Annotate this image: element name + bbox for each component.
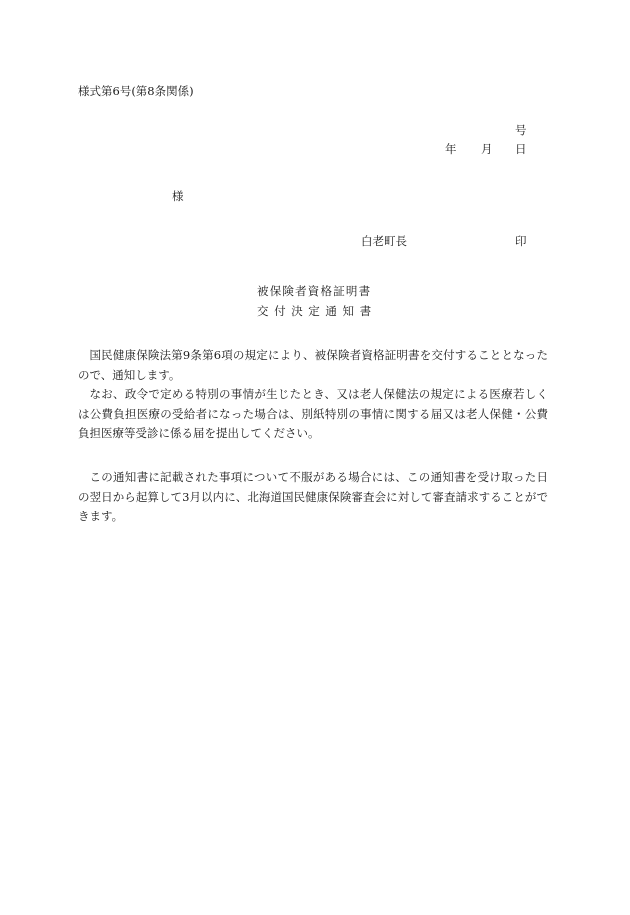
seal-label: 印 <box>515 234 527 248</box>
date-day-label: 日 <box>515 142 527 156</box>
appeal-notice-paragraph: この通知書に記載された事項について不服がある場合には、この通知書を受け取った日の翌日から起算して3月以内に、北海道国民健康保険審査会に対して審査請求することができます。 <box>78 470 548 523</box>
document-title-line-1: 被保険者資格証明書 <box>257 284 372 298</box>
form-label: 様式第6号(第8条関係) <box>78 84 194 98</box>
notice-paragraph-1: 国民健康保険法第9条第6項の規定により、被保険者資格証明書を交付することとなったので、通知します。 <box>78 348 548 382</box>
issuer-name: 白老町長 <box>361 234 407 248</box>
notice-paragraph-2: なお、政令で定める特別の事情が生じたとき、又は老人保健法の規定による医療若しくは公費負担医療の受給者になった場合は、別紙特別の事情に関する届又は老人保健・公費負担医療等受診に係る届を提出してください。 <box>78 387 548 440</box>
addressee-honorific: 様 <box>172 189 184 203</box>
date-month-label: 月 <box>481 142 493 156</box>
notice-body <box>78 346 548 444</box>
date-year-label: 年 <box>445 142 457 156</box>
document-title-line-2: 交付決定通知書 <box>257 304 377 318</box>
appeal-notice <box>78 468 548 527</box>
document-number-label: 号 <box>515 123 527 137</box>
